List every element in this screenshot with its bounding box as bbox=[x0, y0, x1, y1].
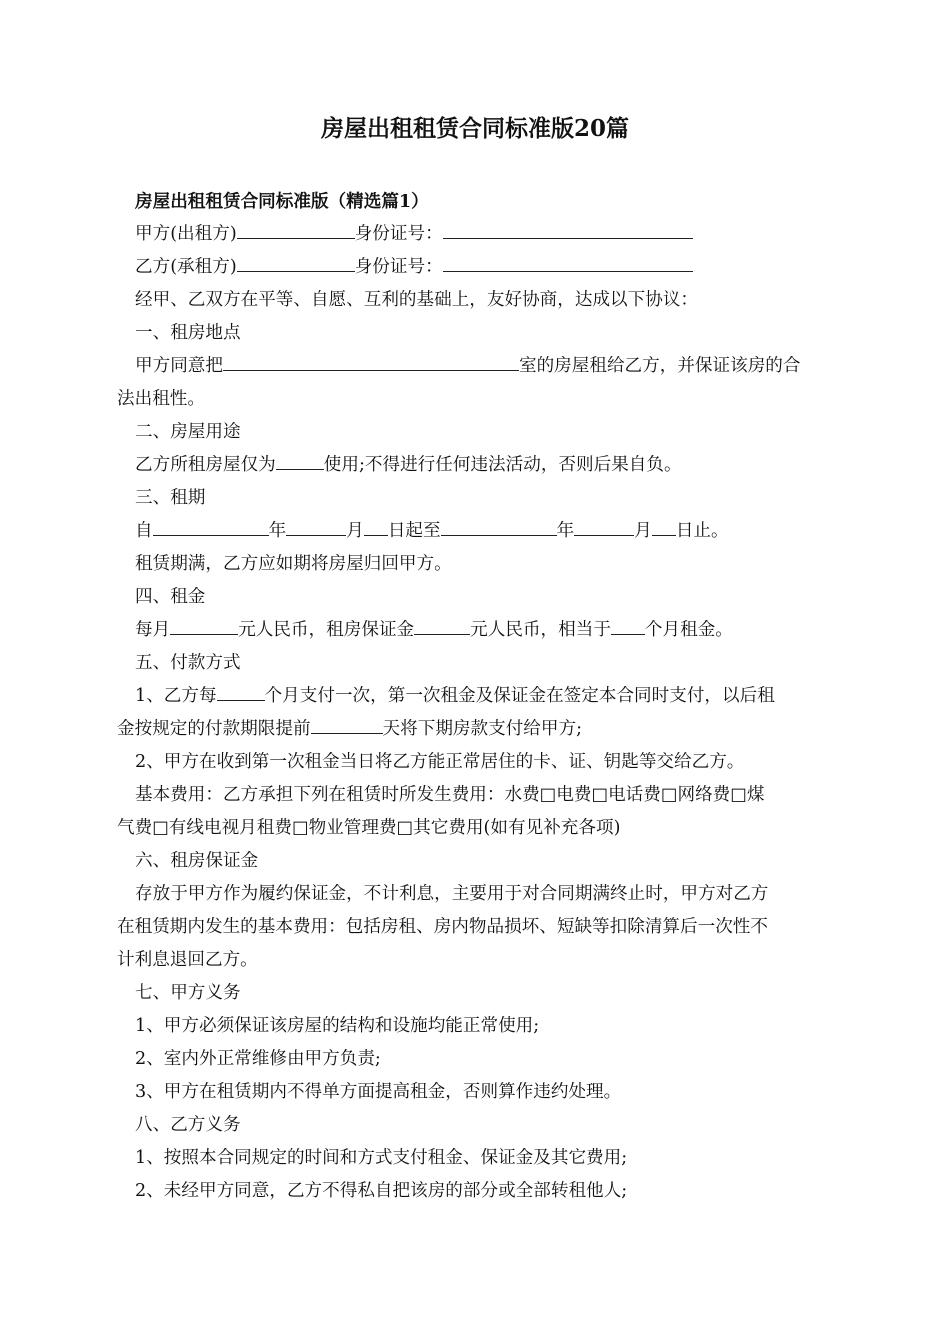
landlord-duty-3: 3、甲方在租赁期内不得单方面提高租金，否则算作违约处理。 bbox=[135, 1082, 622, 1102]
party-b-id-label: 身份证号： bbox=[354, 257, 443, 277]
intro-paragraph: 经甲、乙双方在平等、自愿、互利的基础上，友好协商，达成以下协议： bbox=[135, 290, 699, 310]
deposit-paragraph-line-3: 计利息退回乙方。 bbox=[117, 950, 258, 970]
rent-monthly-label: 每月 bbox=[135, 620, 171, 640]
usage-blank bbox=[276, 452, 324, 470]
section-1-continuation: 法出租性。 bbox=[117, 389, 205, 409]
section-4-heading: 四、租金 bbox=[135, 587, 206, 607]
lease-period-line bbox=[117, 515, 837, 548]
rent-line bbox=[117, 614, 837, 647]
deposit-paragraph-line-1: 存放于甲方作为履约保证金，不计利息，主要用于对合同期满终止时，甲方对乙方 bbox=[135, 884, 769, 904]
contract-subtitle: 房屋出租租赁合同标准版（精选篇1） bbox=[135, 191, 429, 212]
payment-item-1-cont-end: 天将下期房款支付给甲方; bbox=[382, 719, 583, 739]
address-blank bbox=[223, 353, 519, 371]
end-year-blank bbox=[441, 518, 557, 536]
landlord-duty-2: 2、室内外正常维修由甲方负责; bbox=[135, 1049, 381, 1069]
monthly-rent-blank bbox=[170, 617, 238, 635]
party-a-line bbox=[117, 218, 837, 251]
deposit-label: 元人民币，租房保证金 bbox=[238, 620, 415, 640]
payment-item-1-continuation bbox=[117, 713, 837, 746]
section-1-heading: 一、租房地点 bbox=[135, 323, 241, 343]
document-title: 房屋出租租赁合同标准版20篇 bbox=[320, 115, 629, 142]
document-body bbox=[117, 185, 837, 1208]
start-year-label: 年 bbox=[268, 521, 287, 541]
section-2-paragraph bbox=[117, 449, 837, 482]
start-day-label: 日起至 bbox=[387, 521, 441, 541]
party-b-label: 乙方(承租方) bbox=[135, 257, 237, 277]
advance-days-blank bbox=[311, 716, 383, 734]
party-a-label: 甲方(出租方) bbox=[135, 224, 237, 244]
deposit-paragraph-line-2: 在租赁期内发生的基本费用：包括房租、房内物品损坏、短缺等扣除清算后一次性不 bbox=[117, 917, 768, 937]
payment-item-1-start: 1、乙方每 bbox=[135, 686, 217, 706]
start-day-blank bbox=[364, 518, 388, 536]
payment-item-2: 2、甲方在收到第一次租金当日将乙方能正常居住的卡、证、钥匙等交给乙方。 bbox=[135, 752, 745, 772]
start-month-label: 月 bbox=[346, 521, 364, 541]
months-blank bbox=[611, 617, 645, 635]
party-a-id-blank bbox=[443, 221, 693, 239]
from-label: 自 bbox=[135, 521, 153, 541]
equivalent-label: 元人民币，相当于 bbox=[470, 620, 611, 640]
deposit-blank bbox=[414, 617, 470, 635]
party-a-name-blank bbox=[237, 221, 355, 239]
section-1-text-end: 室的房屋租给乙方，并保证该房的合 bbox=[518, 356, 801, 376]
start-year-blank bbox=[153, 518, 269, 536]
payment-item-1 bbox=[117, 680, 837, 713]
section-3-paragraph: 租赁期满，乙方应如期将房屋归回甲方。 bbox=[135, 554, 452, 574]
party-b-name-blank bbox=[237, 254, 355, 272]
end-day-label: 日止。 bbox=[675, 521, 729, 541]
landlord-duty-1: 1、甲方必须保证该房屋的结构和设施均能正常使用; bbox=[135, 1016, 540, 1036]
end-month-label: 月 bbox=[634, 521, 652, 541]
section-8-heading: 八、乙方义务 bbox=[135, 1115, 241, 1135]
payment-item-1-cont-start: 金按规定的付款期限提前 bbox=[117, 719, 311, 739]
section-1-paragraph bbox=[117, 350, 837, 383]
party-b-id-blank bbox=[443, 254, 693, 272]
section-7-heading: 七、甲方义务 bbox=[135, 983, 241, 1003]
section-2-text-end: 使用;不得进行任何违法活动，否则后果自负。 bbox=[323, 455, 682, 475]
section-6-heading: 六、租房保证金 bbox=[135, 851, 259, 871]
section-1-text-start: 甲方同意把 bbox=[135, 356, 223, 376]
party-b-line bbox=[117, 251, 837, 284]
section-3-heading: 三、租期 bbox=[135, 488, 206, 508]
end-day-blank bbox=[652, 518, 676, 536]
section-2-heading: 二、房屋用途 bbox=[135, 422, 241, 442]
start-month-blank bbox=[286, 518, 346, 536]
tenant-duty-1: 1、按照本合同规定的时间和方式支付租金、保证金及其它费用; bbox=[135, 1148, 628, 1168]
pay-interval-blank bbox=[217, 683, 265, 701]
tenant-duty-2: 2、未经甲方同意，乙方不得私自把该房的部分或全部转租他人; bbox=[135, 1181, 628, 1201]
party-a-id-label: 身份证号： bbox=[354, 224, 443, 244]
basic-fees-line-1: 基本费用：乙方承担下列在租赁时所发生费用：水费□电费□电话费□网络费□煤 bbox=[135, 785, 765, 805]
section-5-heading: 五、付款方式 bbox=[135, 653, 241, 673]
end-month-blank bbox=[574, 518, 634, 536]
payment-item-1-end: 个月支付一次，第一次租金及保证金在签定本合同时支付，以后租 bbox=[264, 686, 775, 706]
end-year-label: 年 bbox=[556, 521, 575, 541]
section-2-text-start: 乙方所租房屋仅为 bbox=[135, 455, 276, 475]
basic-fees-line-2: 气费□有线电视月租费□物业管理费□其它费用(如有见补充各项) bbox=[117, 818, 621, 838]
months-rent-label: 个月租金。 bbox=[644, 620, 733, 640]
